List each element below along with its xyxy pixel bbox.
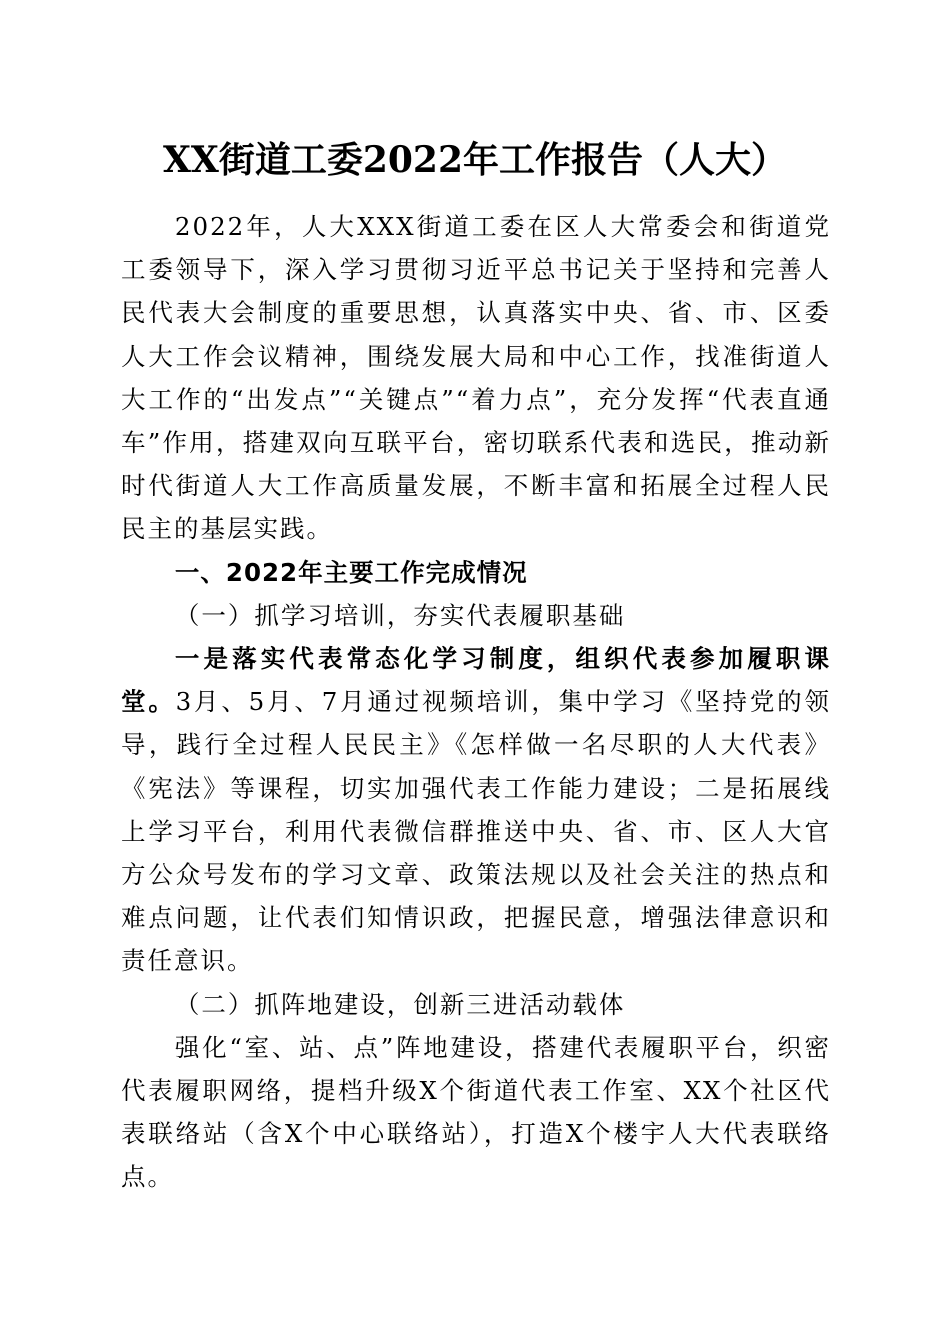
training-paragraph [121,637,831,983]
subsection-heading-1: （一）抓学习培训，夯实代表履职基础 [174,600,626,630]
intro-paragraph: 2022年，人大XXX街道工委在区人大常委会和街道党工委领导下，深入学习贯彻习近平总书记关于坚持和完善人民代表大会制度的重要思想，认真落实中央、省、市、区委人大工作会议精神，围绕发展大局和中心工作，找准街道人大工作的“出发点”“关键点”“着力点”，充分发挥“代表直通车”作用，搭建双向互联平台，密切联系代表和选民，推动新时代街道人大工作高质量发展，不断丰富和拓展全过程人民民主的基层实践。 [121,212,831,544]
document-title: XX街道工委2022年工作报告（人大） [162,139,788,181]
section-heading-1: 一、2022年主要工作完成情况 [174,557,528,587]
document-body [121,205,831,1199]
platform-paragraph: 强化“室、站、点”阵地建设，搭建代表履职平台，织密代表履职网络，提档升级X个街道代表工作室、XX个社区代表联络站（含X个中心联络站），打造X个楼宇人大代表联络点。 [121,1032,831,1192]
training-paragraph-lead: 一是落实代表常态化学习制度，组织代表参加履职课堂。 [121,644,831,717]
subsection-heading-2: （二）抓阵地建设，创新三进活动载体 [174,989,626,1019]
training-paragraph-text: 3月、5月、7月通过视频培训，集中学习《坚持党的领导，践行全过程人民民主》《怎样做一名尽职的人大代表》《宪法》等课程，切实加强代表工作能力建设；二是拓展线上学习平台，利用代表微信群推送中央、省、市、区人大官方公众号发布的学习文章、政策法规以及社会关注的热点和难点问题，让代表们知情识政，把握民意，增强法律意识和责任意识。 [121,687,832,976]
